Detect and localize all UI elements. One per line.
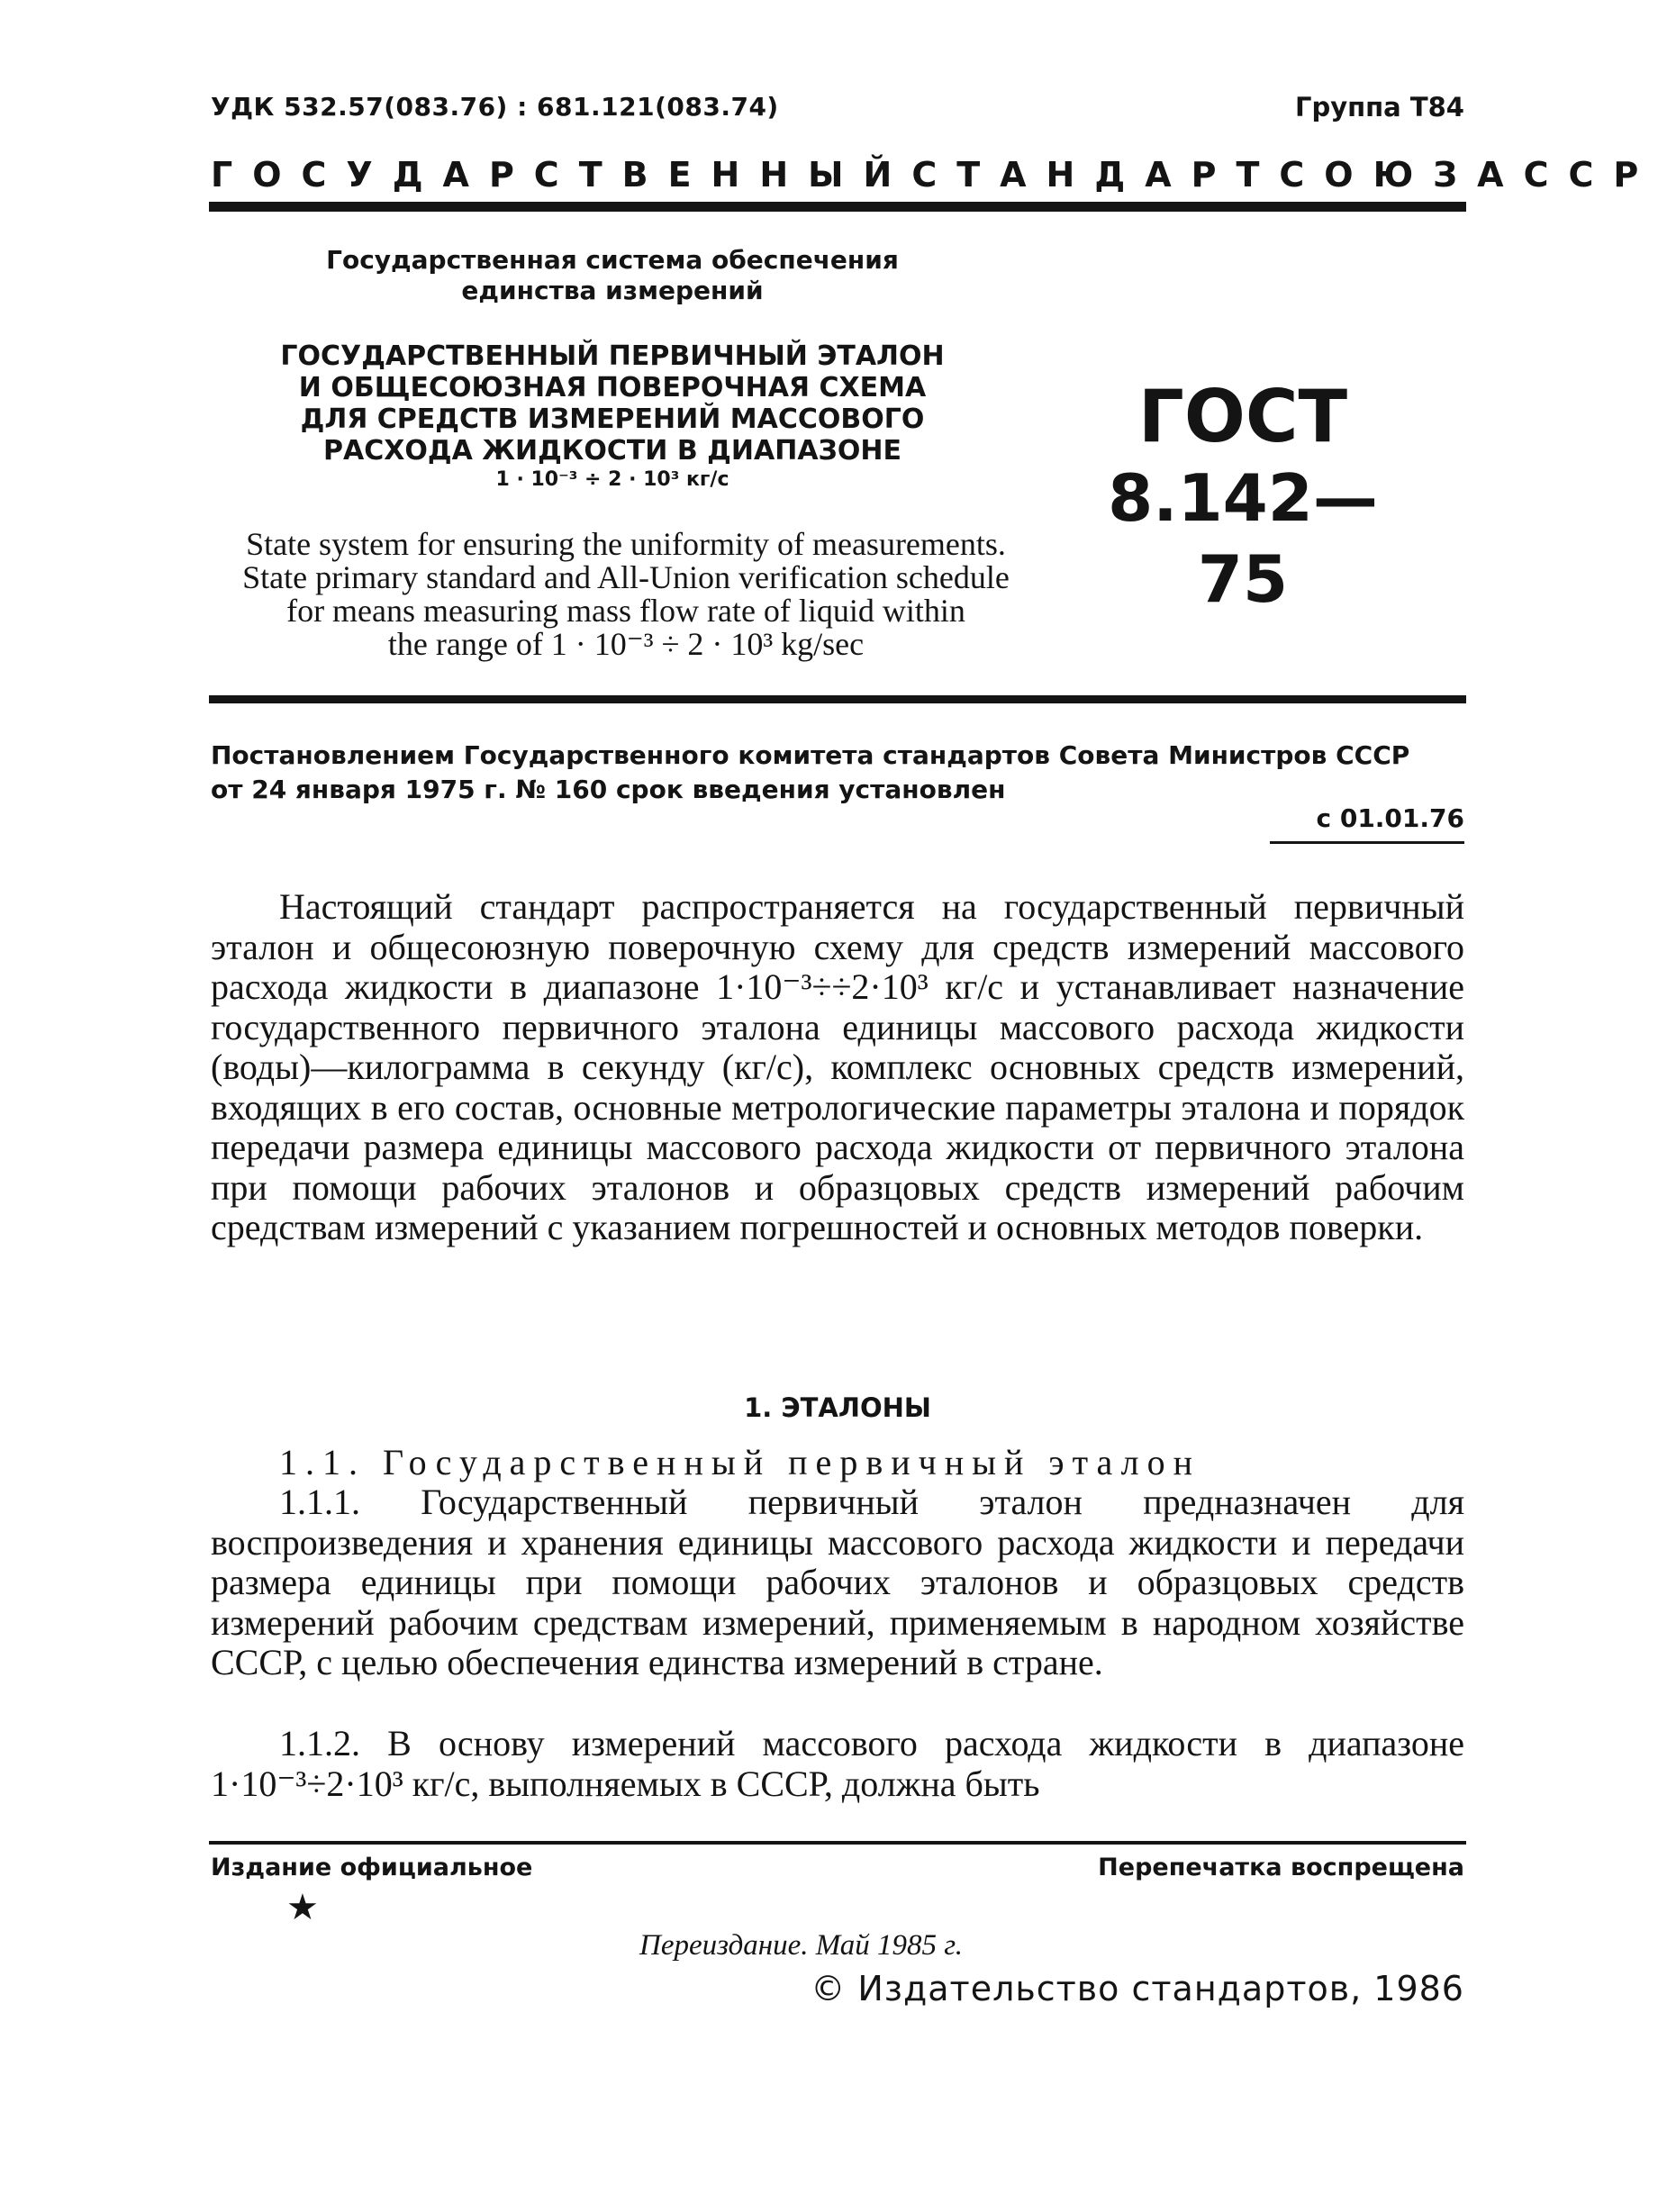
banner-word-1: ГОСУДАРСТВЕННЫЙ xyxy=(211,155,912,195)
group-code: Группа Т84 xyxy=(1294,92,1464,122)
subsection-heading: 1.1. Государственный первичный эталон xyxy=(279,1442,1201,1482)
standard-title-line: И ОБЩЕСОЮЗНАЯ ПОВЕРОЧНАЯ СХЕМА xyxy=(298,372,927,403)
reissue-note: Переиздание. Май 1985 г. xyxy=(639,1929,963,1962)
edition-label: Издание официальное xyxy=(211,1854,533,1881)
clause-1-1-2: 1.1.2. В основу измерений массового расхода жидкости в диапазоне 1·10⁻³÷2·10³ кг/с, выполняемых в СССР, должна быть xyxy=(211,1723,1464,1804)
english-title-line: State primary standard and All-Union verification schedule xyxy=(242,559,1010,595)
clause-1-1-1: 1.1.1. Государственный первичный эталон предназначен для воспроизведения и хранения единицы массового расхода жидкости и передачи размера единицы при помощи рабочих эталонов и образцовых средств измерений рабочим средствам измерений, применяемым в народном хозяйстве СССР, с целью обеспечения единства измерений в стране. xyxy=(211,1482,1464,1682)
section-heading: 1. ЭТАЛОНЫ xyxy=(744,1392,931,1423)
english-title-line: the range of 1 · 10⁻³ ÷ 2 · 10³ kg/sec xyxy=(387,626,865,662)
standard-title-line: РАСХОДА ЖИДКОСТИ В ДИАПАЗОНЕ xyxy=(323,435,901,467)
footer-divider xyxy=(209,1841,1466,1845)
intro-paragraph: Настоящий стандарт распространяется на государственный первичный эталон и общесоюзную поверочную схему для средств измерений массового расхода жидкости в диапазоне 1·10⁻³÷÷2·10³ кг/с и устанавливает назначение государственного первичного эталона единицы массового расхода жидкости (воды)—килограмма в секунду (кг/с), комплекс основных средств измерений, входящих в его состав, основные метрологические параметры эталона и порядок передачи размера единицы массового расхода жидкости от первичного эталона при помощи рабочих эталонов и образцовых средств измерений рабочим средствам измерений с указанием погрешностей и основных методов поверки. xyxy=(211,886,1464,1247)
system-title-line: Государственная система обеспечения xyxy=(326,245,899,275)
reprint-notice: Перепечатка воспрещена xyxy=(1098,1854,1464,1881)
gost-label: ГОСТ xyxy=(1137,375,1348,458)
effective-date-underline xyxy=(1270,841,1464,844)
standard-title-line: ДЛЯ СРЕДСТВ ИЗМЕРЕНИЙ МАССОВОГО xyxy=(300,403,925,435)
star-icon: ★ xyxy=(286,1887,319,1928)
top-divider xyxy=(209,202,1466,212)
banner-word-3: СОЮЗА xyxy=(1279,155,1524,195)
udk-code: УДК 532.57(083.76) : 681.121(083.74) xyxy=(211,92,779,122)
decree-line: Постановлением Государственного комитета стандартов Совета Министров СССР xyxy=(211,740,1410,770)
english-title xyxy=(194,528,1058,661)
gost-number: 8.142—75 xyxy=(1108,460,1378,617)
copyright-line: © Издательство стандартов, 1986 xyxy=(811,1969,1464,2008)
decree-line: от 24 января 1975 г. № 160 срок введения установлен xyxy=(211,775,1006,804)
decree-text xyxy=(211,739,1472,807)
english-title-line: State system for ensuring the uniformity of measurements. xyxy=(246,526,1006,562)
title-divider xyxy=(209,695,1466,703)
standard-banner xyxy=(211,155,1658,195)
measurement-range: 1 · 10⁻³ ÷ 2 · 10³ кг/с xyxy=(495,468,729,491)
system-title xyxy=(279,245,946,306)
system-title-line: единства измерений xyxy=(461,276,764,305)
banner-word-4: ССР xyxy=(1523,155,1658,195)
effective-date: с 01.01.76 xyxy=(1316,803,1464,833)
banner-word-2: СТАНДАРТ xyxy=(911,155,1280,195)
standard-title-line: ГОСУДАРСТВЕННЫЙ ПЕРВИЧНЫЙ ЭТАЛОН xyxy=(280,340,945,372)
english-title-line: for means measuring mass flow rate of liquid within xyxy=(286,593,965,629)
standard-title xyxy=(270,340,955,467)
